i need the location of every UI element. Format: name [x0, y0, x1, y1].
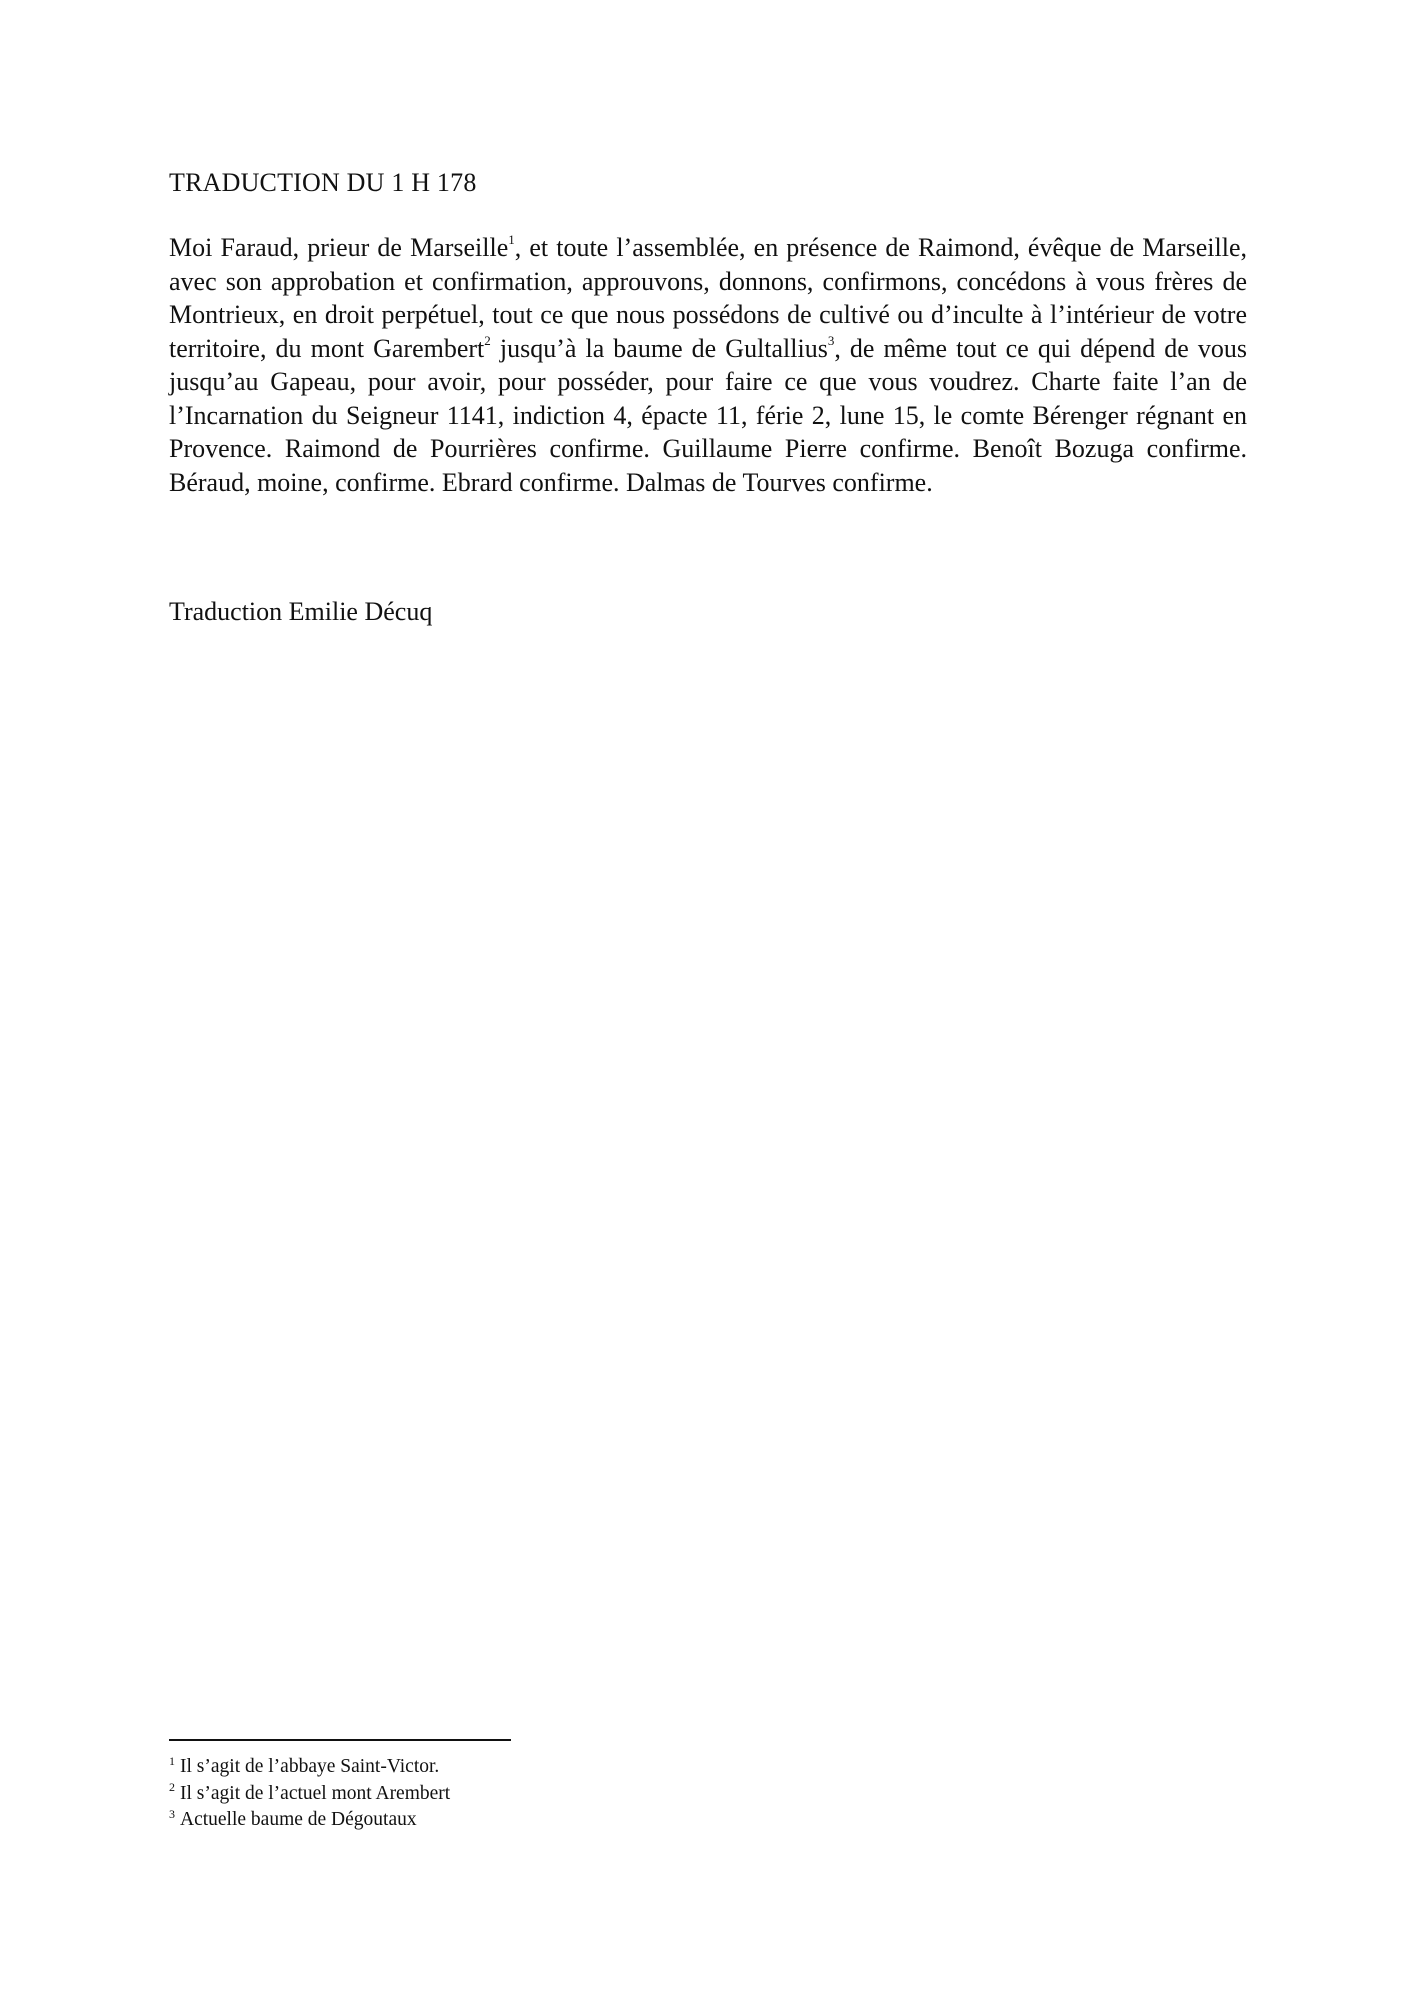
footnote-reference-2: 2 — [484, 332, 491, 348]
footnote-item — [169, 1754, 450, 1781]
footnote-text: Actuelle baume de Dégoutaux — [180, 1809, 417, 1830]
body-text-segment-2: , et toute l’assemblée, en présence de Raimond, évêque de Marseille, avec son approbation et confirmation, approuvons, donnons, confirmons, concédons à vous frères de Montrieux, en droit perpétuel, tout ce que nous possédons de cultivé ou d’inculte à l’intérieur de votre territoire, du mont Garembert — [169, 233, 1247, 363]
footnote-reference-3: 3 — [827, 332, 835, 348]
body-text-segment-1: Moi Faraud, prieur de Marseille — [169, 233, 509, 262]
document-title: TRADUCTION DU 1 H 178 — [169, 168, 477, 197]
footnote-reference-1: 1 — [508, 232, 515, 248]
footnotes-list — [169, 1754, 450, 1834]
footnote-separator — [169, 1739, 511, 1741]
translation-body — [169, 231, 1247, 499]
body-text-segment-4: , de même tout ce qui dépend de vous jusqu’au Gapeau, pour avoir, pour posséder, pour faire ce que vous voudrez. Charte faite l’an de l’Incarnation du Seigneur 1141, indiction 4, épacte 11, férie 2, lune 15, le comte Bérenger régnant en Provence. Raimond de Pourrières confirme. Guillaume Pierre confirme. Benoît Bozuga confirme. Béraud, moine, confirme. Ebrard confirme. Dalmas de Tourves confirme. — [169, 333, 1248, 497]
footnote-text: Il s’agit de l’actuel mont Arembert — [180, 1782, 451, 1804]
footnote-number: 3 — [169, 1806, 175, 1821]
footnote-item — [169, 1781, 450, 1808]
footnote-number: 1 — [169, 1753, 175, 1768]
body-text-segment-3: jusqu’à la baume de Gultallius — [490, 333, 828, 363]
footnote-number: 2 — [169, 1780, 175, 1794]
translator-credit: Traduction Emilie Décuq — [169, 597, 433, 626]
footnote-item — [169, 1807, 450, 1834]
footnote-text: Il s’agit de l’abbaye Saint-Victor. — [180, 1756, 440, 1777]
